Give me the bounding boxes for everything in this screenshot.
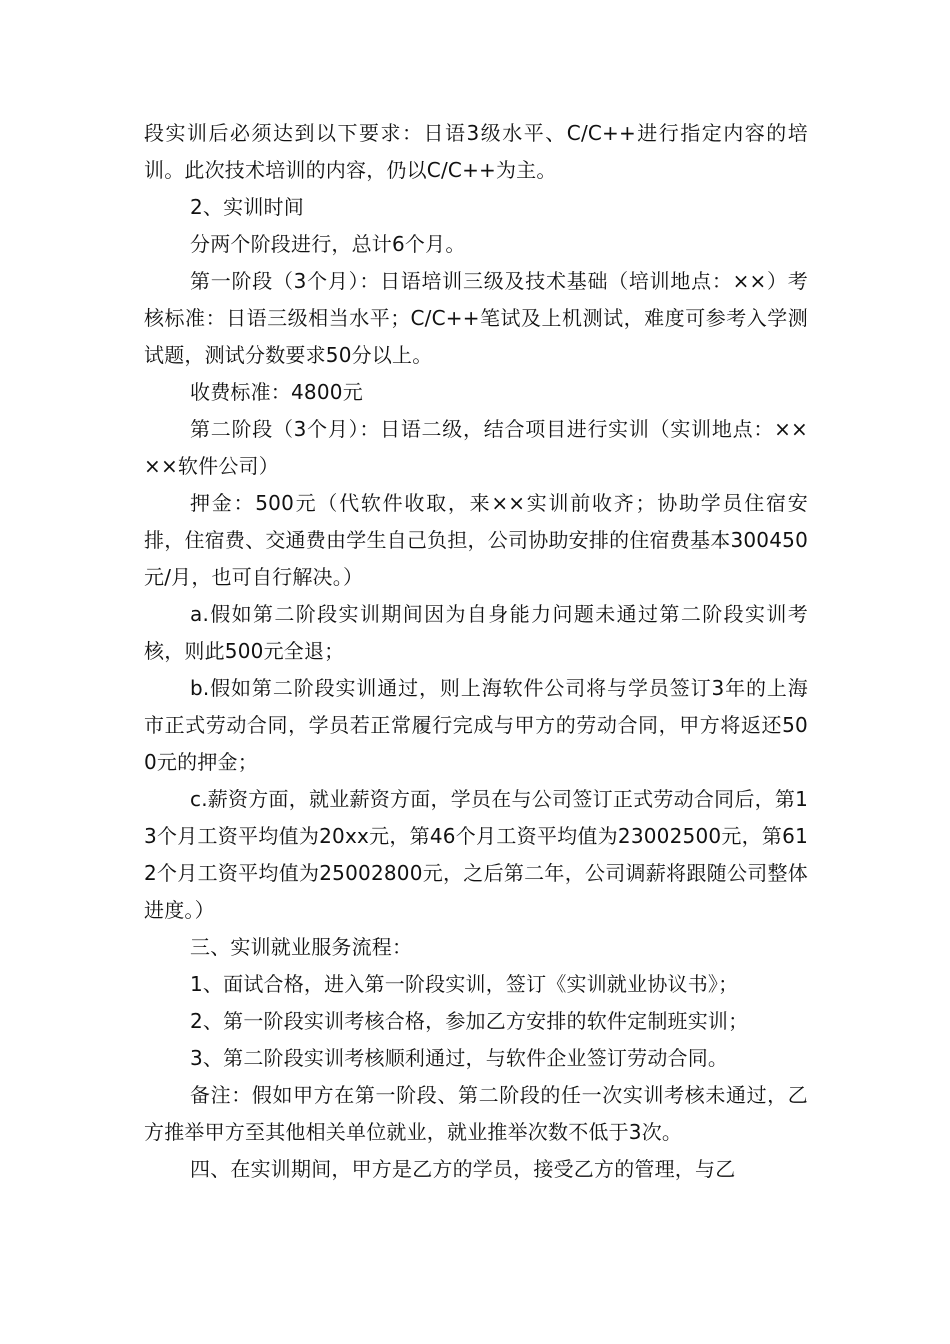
paragraph-section-three-heading: 三、实训就业服务流程：: [190, 935, 413, 959]
paragraph-stage-one: 第一阶段（3个月）：日语培训三级及技术基础（培训地点：××）考核标准：日语三级相当水平；C/C++笔试及上机测试，难度可参考入学测试题，测试分数要求50分以上。: [144, 269, 808, 367]
paragraph-two-stages: 分两个阶段进行，总计6个月。: [190, 232, 466, 256]
paragraph-fee-standard: 收费标准：4800元: [190, 380, 363, 404]
paragraph-item-a: a.假如第二阶段实训期间因为自身能力问题未通过第二阶段实训考核，则此500元全退；: [144, 602, 808, 663]
paragraph-item-c: c.薪资方面，就业薪资方面，学员在与公司签订正式劳动合同后，第13个月工资平均值为20xx元，第46个月工资平均值为23002500元，第612个月工资平均值为25002800元，之后第二年，公司调薪将跟随公司整体进度。）: [144, 787, 808, 922]
paragraph-process-step-1: 1、面试合格，进入第一阶段实训，签订《实训就业协议书》；: [190, 972, 739, 996]
paragraph-stage-two: 第二阶段（3个月）：日语二级，结合项目进行实训（实训地点：××××软件公司）: [144, 417, 808, 478]
paragraph-process-step-3: 3、第二阶段实训考核顺利通过，与软件企业签订劳动合同。: [190, 1046, 729, 1070]
document-body: [144, 115, 808, 1188]
paragraph-training-time-heading: 2、实训时间: [190, 195, 304, 219]
paragraph-section-four: 四、在实训期间，甲方是乙方的学员，接受乙方的管理，与乙: [190, 1157, 736, 1181]
paragraph-continuation: 段实训后必须达到以下要求：日语3级水平、C/C++进行指定内容的培训。此次技术培训的内容，仍以C/C++为主。: [144, 121, 808, 182]
paragraph-item-b: b.假如第二阶段实训通过，则上海软件公司将与学员签订3年的上海市正式劳动合同，学员若正常履行完成与甲方的劳动合同，甲方将返还500元的押金；: [144, 676, 808, 774]
paragraph-deposit: 押金：500元（代软件收取，来××实训前收齐；协助学员住宿安排，住宿费、交通费由学生自己负担，公司协助安排的住宿费基本300450元/月，也可自行解决。）: [144, 491, 808, 589]
paragraph-remark: 备注：假如甲方在第一阶段、第二阶段的任一次实训考核未通过，乙方推举甲方至其他相关单位就业，就业推举次数不低于3次。: [144, 1083, 808, 1144]
paragraph-process-step-2: 2、第一阶段实训考核合格，参加乙方安排的软件定制班实训；: [190, 1009, 749, 1033]
